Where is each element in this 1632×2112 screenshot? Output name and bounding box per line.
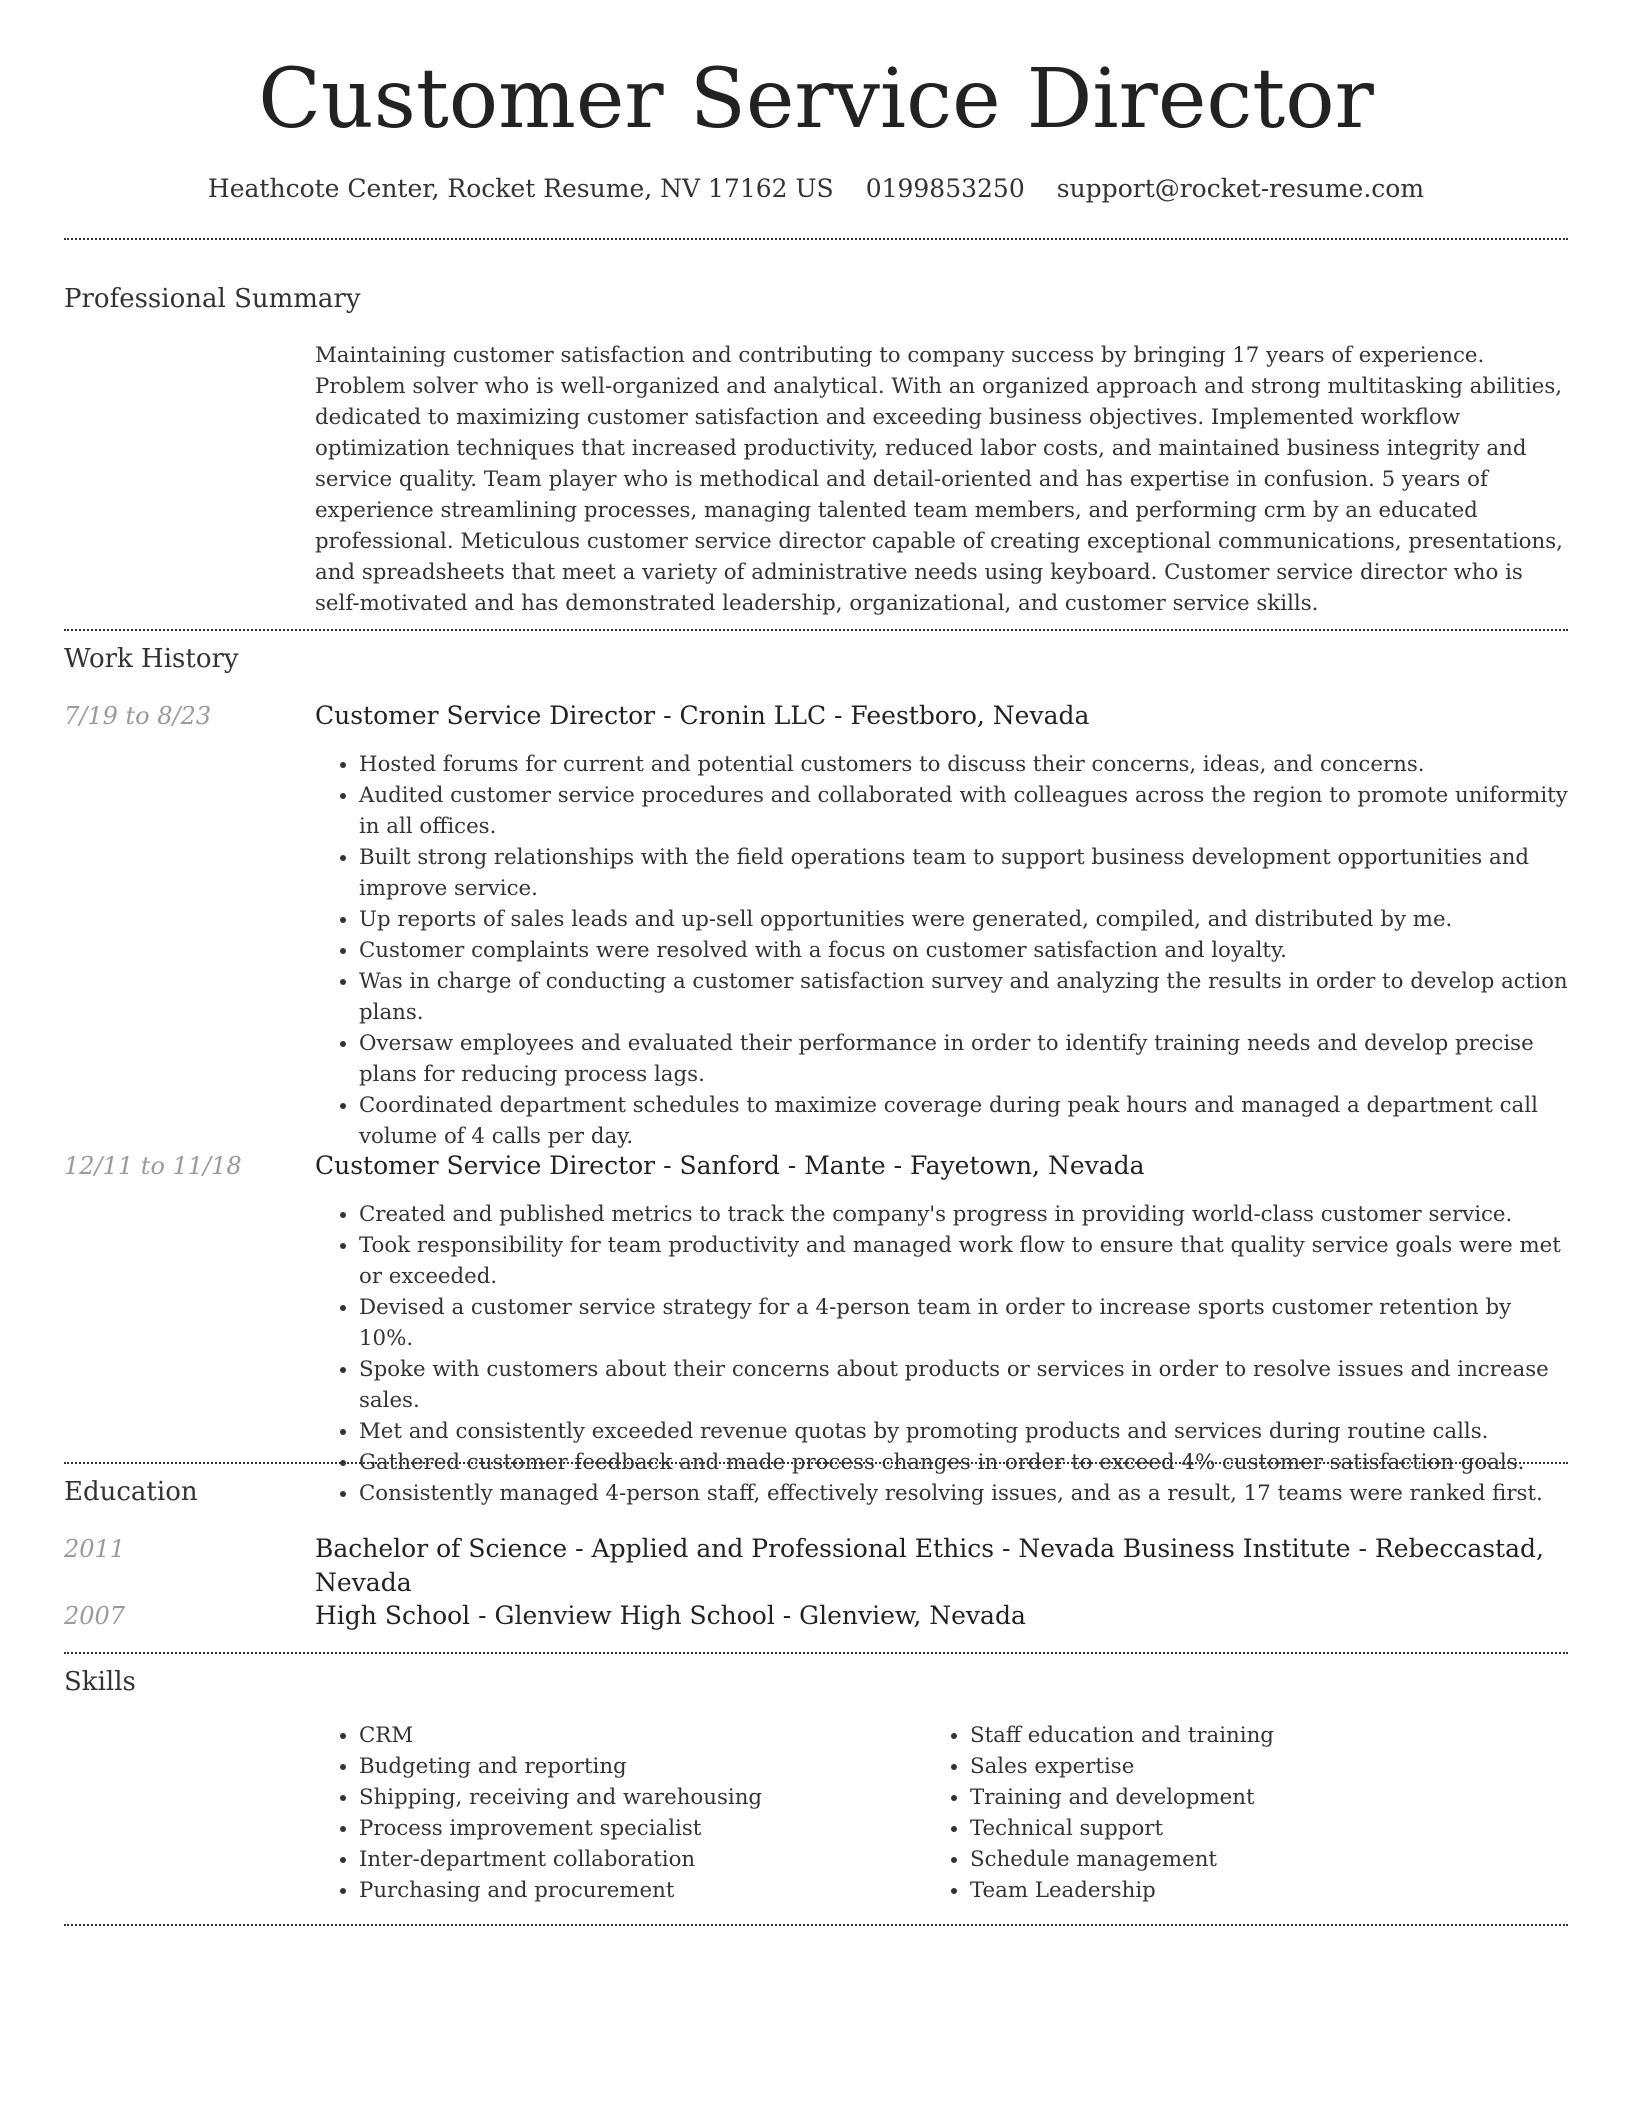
section-title-work: Work History: [64, 644, 239, 674]
education-entry: High School - Glenview High School - Glenview, Nevada: [315, 1601, 1026, 1630]
section-title-summary: Professional Summary: [64, 284, 361, 314]
skill-item: • Shipping, receiving and warehousing: [359, 1782, 895, 1813]
job-bullet: • Gathered customer feedback and made process changes in order to exceed 4% customer satisfaction goals.: [359, 1447, 1570, 1478]
resume-name: Customer Service Director: [258, 52, 1374, 147]
skill-item: • Schedule management: [970, 1844, 1506, 1875]
contact-phone: 0199853250: [865, 174, 1025, 203]
divider: [64, 1924, 1568, 1926]
education-entry: Bachelor of Science - Applied and Professional Ethics - Nevada Business Institute - Rebeccastad, Nevada: [315, 1534, 1544, 1597]
education-year: 2011: [64, 1535, 126, 1563]
divider: [64, 629, 1568, 631]
job-bullet: • Took responsibility for team productivity and managed work flow to ensure that quality service goals were met or exceeded.: [359, 1230, 1570, 1292]
skill-item: • Inter-department collaboration: [359, 1844, 895, 1875]
skill-item: • Training and development: [970, 1782, 1506, 1813]
summary-text: Maintaining customer satisfaction and contributing to company success by bringing 17 years of experience. Problem solver who is well-organized and analytical. With an organized approach and strong multitasking abilities, dedicated to maximizing customer satisfaction and exceeding business objectives. Implemented workflow optimization techniques that increased productivity, reduced labor costs, and maintained business integrity and service quality. Team player who is methodical and detail-oriented and has expertise in confusion. 5 years of experience streamlining processes, managing talented team members, and performing crm by an educated professional. Meticulous customer service director capable of creating exceptional communications, presentations, and spreadsheets that meet a variety of administrative needs using keyboard. Customer service director who is self-motivated and has demonstrated leadership, organizational, and customer service skills.: [315, 343, 1563, 616]
skills-list-left: [315, 1720, 895, 1906]
contact-email: support@rocket-resume.com: [1056, 174, 1425, 203]
job-bullet: • Met and consistently exceeded revenue quotas by promoting products and services during routine calls.: [359, 1416, 1570, 1447]
divider: [64, 1652, 1568, 1654]
section-title-skills: Skills: [64, 1667, 136, 1697]
job-bullet: • Spoke with customers about their concerns about products or services in order to resolve issues and increase sales.: [359, 1354, 1570, 1416]
job-bullet: • Was in charge of conducting a customer satisfaction survey and analyzing the results in order to develop action plans.: [359, 966, 1570, 1028]
skill-item: • Team Leadership: [970, 1875, 1506, 1906]
job-dates: 12/11 to 11/18: [64, 1152, 242, 1180]
divider: [64, 1462, 1568, 1464]
skill-item: • Technical support: [970, 1813, 1506, 1844]
contact-address: Heathcote Center, Rocket Resume, NV 17162 US: [207, 174, 834, 203]
job-bullet: • Audited customer service procedures and collaborated with colleagues across the region to promote uniformity in all offices.: [359, 780, 1570, 842]
job-bullet: • Oversaw employees and evaluated their performance in order to identify training needs and develop precise plans for reducing process lags.: [359, 1028, 1570, 1090]
job-bullet: • Devised a customer service strategy for a 4-person team in order to increase sports customer retention by 10%.: [359, 1292, 1570, 1354]
skill-item: • Process improvement specialist: [359, 1813, 895, 1844]
skill-item: • Budgeting and reporting: [359, 1751, 895, 1782]
job-heading: Customer Service Director - Cronin LLC - Feestboro, Nevada: [315, 701, 1090, 730]
divider: [64, 238, 1568, 240]
job-bullet: • Up reports of sales leads and up-sell opportunities were generated, compiled, and distributed by me.: [359, 904, 1570, 935]
job-bullet: • Hosted forums for current and potential customers to discuss their concerns, ideas, and concerns.: [359, 749, 1570, 780]
job-bullet: • Consistently managed 4-person staff, effectively resolving issues, and as a result, 17 teams were ranked first.: [359, 1478, 1570, 1509]
job-heading: Customer Service Director - Sanford - Mante - Fayetown, Nevada: [315, 1151, 1145, 1180]
job-dates: 7/19 to 8/23: [64, 702, 212, 730]
job-bullet: • Customer complaints were resolved with a focus on customer satisfaction and loyalty.: [359, 935, 1570, 966]
skill-item: • CRM: [359, 1720, 895, 1751]
job-bullet: • Coordinated department schedules to maximize coverage during peak hours and managed a department call volume of 4 calls per day.: [359, 1090, 1570, 1152]
section-title-education: Education: [64, 1477, 198, 1507]
skill-item: • Staff education and training: [970, 1720, 1506, 1751]
skills-list-right: [926, 1720, 1506, 1906]
education-year: 2007: [64, 1602, 126, 1630]
skill-item: • Purchasing and procurement: [359, 1875, 895, 1906]
job-bullets: [315, 749, 1570, 1152]
contact-line: [0, 172, 1632, 206]
job-bullet: • Built strong relationships with the field operations team to support business development opportunities and improve service.: [359, 842, 1570, 904]
job-bullet: • Created and published metrics to track the company's progress in providing world-class customer service.: [359, 1199, 1570, 1230]
skill-item: • Sales expertise: [970, 1751, 1506, 1782]
